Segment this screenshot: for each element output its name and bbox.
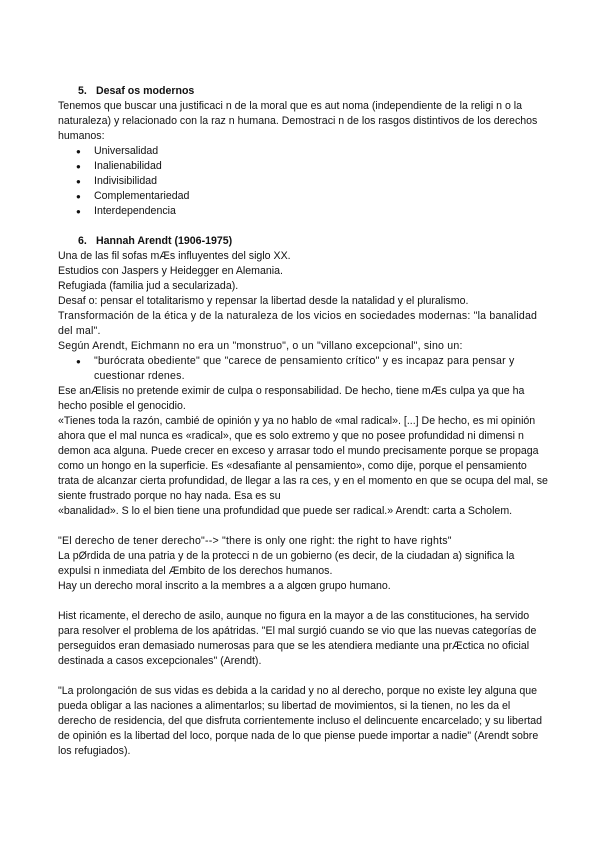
refugiados-paragraph: "La prolongación de sus vidas es debida a la caridad y no al derecho, porque no existe ley alguna que pueda obligar a las naciones a alimentarlos; su libertad de movimientos, si la tienen, no les da el derecho de residencia, del que disfruta corrientemente incluso el delincuente encarcelado; y su libertad de opinión es la libertad del loco, porque nada de lo que piense puede importar a nadie" (Arendt sobre los refugiados). [58, 685, 543, 757]
derecho-text-2: Hay un derecho moral inscrito a la membres a a algœn grupo humano. [58, 580, 391, 592]
transformacion-paragraph: Transformación de la ética y de la naturaleza de los vicios en sociedades modernas: "la banalidad del mal". [58, 310, 538, 337]
arendt-line-3: Refugiada (familia jud a secularizada). [58, 280, 239, 292]
historia-paragraph: Hist ricamente, el derecho de asilo, aunque no figura en la mayor a de las constituciones, ha servido para resolver el problema de los apátridas. "El mal surgió cuando se vio que las nuevas categorías de perseguidos eran demasiado numerosas para que se les atendiera mediante una prÆctica no oficial destinada a casos excepcionales" (Arendt). [58, 610, 537, 667]
section-5-intro: Tenemos que buscar una justificaci n de la moral que es aut noma (independiente de la religi n o la naturaleza) y relacionado con la raz n humana. Demostraci n de los rasgos distintivos de los derechos humanos: [58, 100, 538, 142]
list-item: ● "burócrata obediente" que "carece de pensamiento crítico" y es incapaz para pensar y cuestionar rdenes. [58, 354, 550, 384]
eichmann-list [58, 354, 550, 384]
list-item: ● Universalidad [58, 144, 550, 159]
rights-traits-list [58, 144, 550, 219]
section-6-number: 6. [78, 235, 87, 247]
document-page [58, 84, 550, 759]
arendt-line-2: Estudios con Jaspers y Heidegger en Alemania. [58, 265, 283, 277]
analisis-paragraph: Ese anÆlisis no pretende eximir de culpa o responsabilidad. De hecho, tiene mÆs culpa ya que ha hecho posible el genocidio. [58, 385, 525, 412]
list-item: ● Inalienabilidad [58, 159, 550, 174]
section-6-title: Hannah Arendt (1906-1975) [96, 235, 233, 247]
arendt-line-4: Desaf o: pensar el totalitarismo y repensar la libertad desde la natalidad y el pluralismo. [58, 295, 469, 307]
derecho-title: "El derecho de tener derecho"--> "there is only one right: the right to have rights" [58, 535, 452, 547]
section-5-title: Desaf os modernos [96, 85, 195, 97]
list-item: ● Complementariedad [58, 189, 550, 204]
section-6-heading [78, 234, 550, 249]
derecho-text-1: La pØrdida de una patria y de la protecci n de un gobierno (es decir, de la ciudadan a) significa la expulsi n inmediata del Æmbito de los derechos humanos. [58, 550, 515, 577]
section-5-number: 5. [78, 85, 87, 97]
arendt-line-1: Una de las fil sofas mÆs influyentes del siglo XX. [58, 250, 291, 262]
section-5-heading [78, 84, 550, 99]
scholem-quote: «Tienes toda la razón, cambié de opinión y ya no hablo de «mal radical». [...] De hecho, es mi opinión ahora que el mal nunca es «radical», que es solo extremo y que no posee profundidad ni dimensi n demon aca alguna. Puede crecer en exceso y arrasar todo el mundo precisamente porque se propaga como un hongo en la superficie. Es «desafiante al pensamiento», como dije, porque el pensamiento trata de alcanzar cierta profundidad, de llegar a las ra ces, y en el momento en que se ocupa del mal, se siente frustrado porque no hay nada. Esa es su [58, 415, 548, 502]
list-item: ● Interdependencia [58, 204, 550, 219]
scholem-quote-end: «banalidad». S lo el bien tiene una profundidad que puede ser radical.» Arendt: carta a Scholem. [58, 505, 513, 517]
segun-arendt-paragraph: Según Arendt, Eichmann no era un "monstruo", o un "villano excepcional", sino un: [58, 340, 463, 352]
list-item: ● Indivisibilidad [58, 174, 550, 189]
